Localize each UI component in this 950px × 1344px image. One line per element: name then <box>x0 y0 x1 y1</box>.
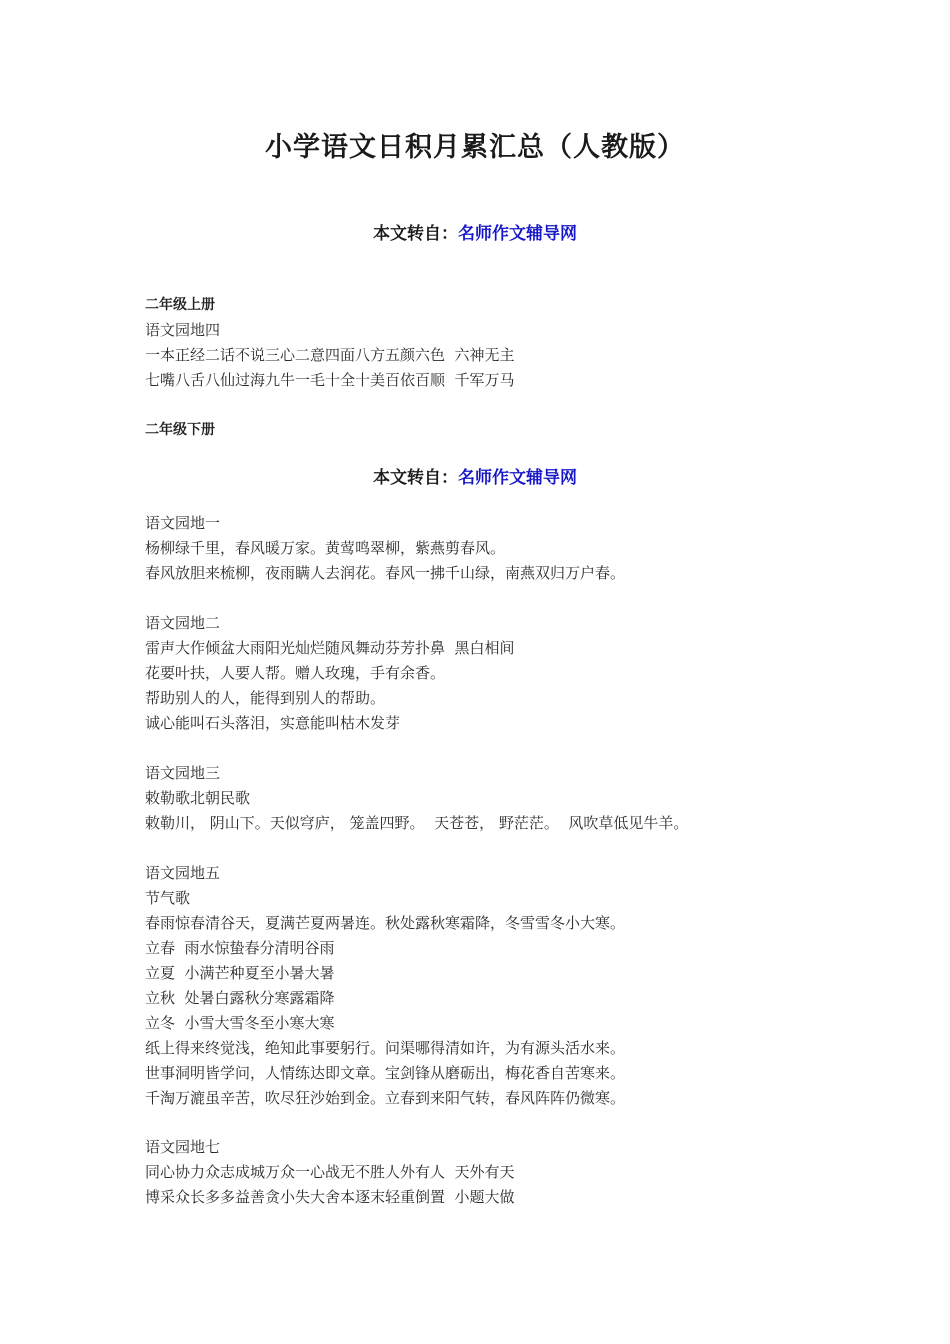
section-grade2-lower <box>145 418 845 443</box>
text-line: 春雨惊春清谷天，夏满芒夏两暑连。秋处露秋寒霜降，冬雪雪冬小大寒。 <box>145 914 626 932</box>
section-garden-7 <box>145 1135 845 1210</box>
text-line: 立春 雨水惊蛰春分清明谷雨 <box>145 939 335 957</box>
source-prefix: 本文转自： <box>373 468 458 488</box>
text-line: 立冬 小雪大雪冬至小寒大寒 <box>145 1014 335 1032</box>
grade-heading: 二年级上册 <box>145 297 215 313</box>
poem-title: 敕勒歌北朝民歌 <box>145 789 251 807</box>
unit-heading: 语文园地七 <box>145 1138 221 1156</box>
text-line: 七嘴八舌八仙过海九牛一毛十全十美百依百顺 千军万马 <box>145 371 515 389</box>
section-garden-2 <box>145 611 845 736</box>
source-attribution-middle <box>0 465 950 491</box>
text-line: 花要叶扶，人要人帮。赠人玫瑰，手有余香。 <box>145 664 446 682</box>
text-line: 同心协力众志成城万众一心战无不胜人外有人 天外有天 <box>145 1163 515 1181</box>
source-link[interactable]: 名师作文辅导网 <box>458 224 577 244</box>
text-line: 春风放胆来梳柳，夜雨瞒人去润花。春风一拂千山绿，南燕双归万户春。 <box>145 564 626 582</box>
section-garden-3 <box>145 761 845 836</box>
unit-heading: 语文园地二 <box>145 614 221 632</box>
text-line: 立秋 处暑白露秋分寒露霜降 <box>145 989 335 1007</box>
text-line: 一本正经二话不说三心二意四面八方五颜六色 六神无主 <box>145 346 515 364</box>
source-prefix: 本文转自： <box>373 224 458 244</box>
unit-heading: 语文园地五 <box>145 864 221 882</box>
source-link[interactable]: 名师作文辅导网 <box>458 468 577 488</box>
document-title: 小学语文日积月累汇总（人教版） <box>265 132 685 163</box>
text-line: 千淘万漉虽辛苦，吹尽狂沙始到金。立春到来阳气转，春风阵阵仍微寒。 <box>145 1089 626 1107</box>
source-attribution-top <box>0 221 950 247</box>
unit-heading: 语文园地一 <box>145 514 221 532</box>
section-garden-1 <box>145 511 845 586</box>
text-line: 世事洞明皆学问，人情练达即文章。宝剑锋从磨砺出，梅花香自苦寒来。 <box>145 1064 626 1082</box>
text-line: 纸上得来终觉浅，绝知此事要躬行。问渠哪得清如许，为有源头活水来。 <box>145 1039 626 1057</box>
grade-heading: 二年级下册 <box>145 422 215 438</box>
poem-title: 节气歌 <box>145 889 191 907</box>
text-line: 博采众长多多益善贪小失大舍本逐末轻重倒置 小题大做 <box>145 1188 515 1206</box>
section-grade2-upper <box>145 293 845 393</box>
text-line: 诚心能叫石头落泪，实意能叫枯木发芽 <box>145 714 401 732</box>
section-garden-5 <box>145 861 845 1111</box>
unit-heading: 语文园地四 <box>145 321 221 339</box>
text-line: 雷声大作倾盆大雨阳光灿烂随风舞动芬芳扑鼻 黑白相间 <box>145 639 515 657</box>
text-line: 帮助别人的人，能得到别人的帮助。 <box>145 689 386 707</box>
text-line: 杨柳绿千里，春风暖万家。黄莺鸣翠柳，紫燕剪春风。 <box>145 539 506 557</box>
text-line: 敕勒川， 阴山下。天似穹庐， 笼盖四野。 天苍苍， 野茫茫。 风吹草低见牛羊。 <box>145 814 689 832</box>
unit-heading: 语文园地三 <box>145 764 221 782</box>
text-line: 立夏 小满芒种夏至小暑大暑 <box>145 964 335 982</box>
